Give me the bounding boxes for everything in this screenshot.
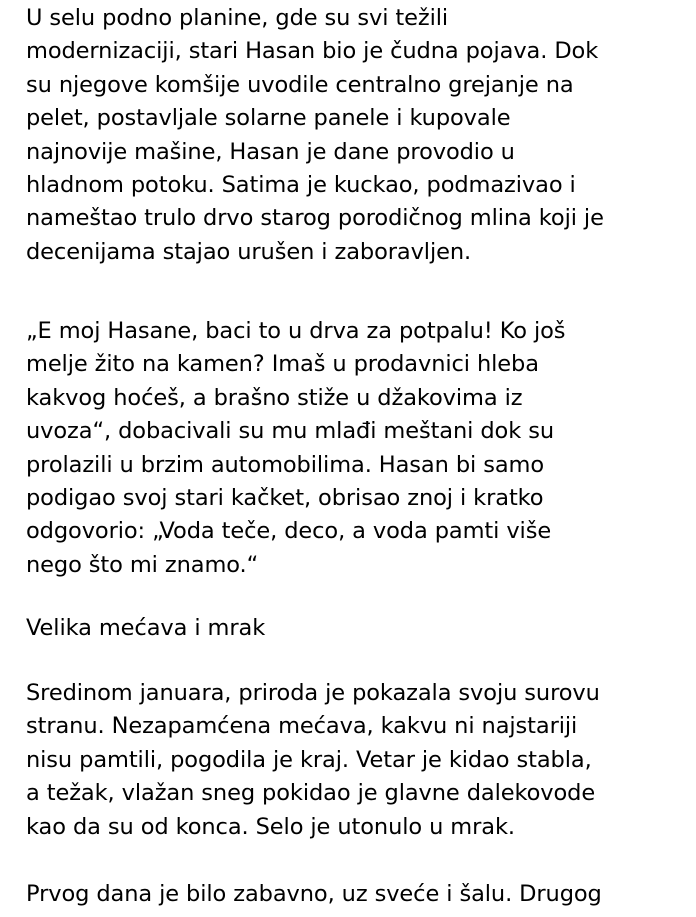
text-line: kao da su od konca. Selo je utonulo u mrak. [26,813,515,840]
text-line: stranu. Nezapamćena mećava, kakvu ni najstariji [26,713,578,740]
text-line: nisu pamtili, pogodila je kraj. Vetar je kidao stabla, [26,746,592,773]
section-heading [26,612,265,645]
text-line: decenijama stajao urušen i zaboravljen. [26,238,472,265]
text-line: kakvog hoćeš, a brašno stiže u džakovima iz [26,384,523,411]
paragraph-dialogue [26,315,565,582]
text-line: Prvog dana je bilo zabavno, uz sveće i šalu. Drugog [26,881,602,907]
text-line: odgovorio: „Voda teče, deco, a voda pamti više [26,518,552,545]
paragraph-first-day [26,878,602,911]
paragraph-storm [26,677,600,844]
text-line: su njegove komšije uvodile centralno grejanje na [26,71,574,98]
text-line: Velika mećava i mrak [26,615,266,641]
text-line: U selu podno planine, gde su svi težili [26,5,449,31]
text-line: melje žito na kamen? Imaš u prodavnici hleba [26,351,539,378]
text-line: Sredinom januara, priroda je pokazala svoju surovu [26,680,600,706]
text-line: najnovije mašine, Hasan je dane provodio u [26,138,515,165]
paragraph-intro [26,2,604,269]
text-line: a težak, vlažan sneg pokidao je glavne dalekovode [26,780,596,807]
text-line: podigao svoj stari kačket, obrisao znoj i kratko [26,484,544,511]
text-line: pelet, postavljale solarne panele i kupovale [26,105,511,132]
text-line: hladnom potoku. Satima je kuckao, podmazivao i [26,171,576,198]
text-line: uvoza“, dobacivali su mu mlađi meštani dok su [26,418,554,445]
text-line: „E moj Hasane, baci to u drva za potpalu! Ko još [26,318,566,344]
text-line: nameštao trulo drvo starog porodičnog mlina koji je [26,205,604,232]
text-line: nego što mi znamo.“ [26,551,259,578]
text-line: prolazili u brzim automobilima. Hasan bi samo [26,451,545,478]
text-line: modernizaciji, stari Hasan bio je čudna pojava. Dok [26,38,599,65]
